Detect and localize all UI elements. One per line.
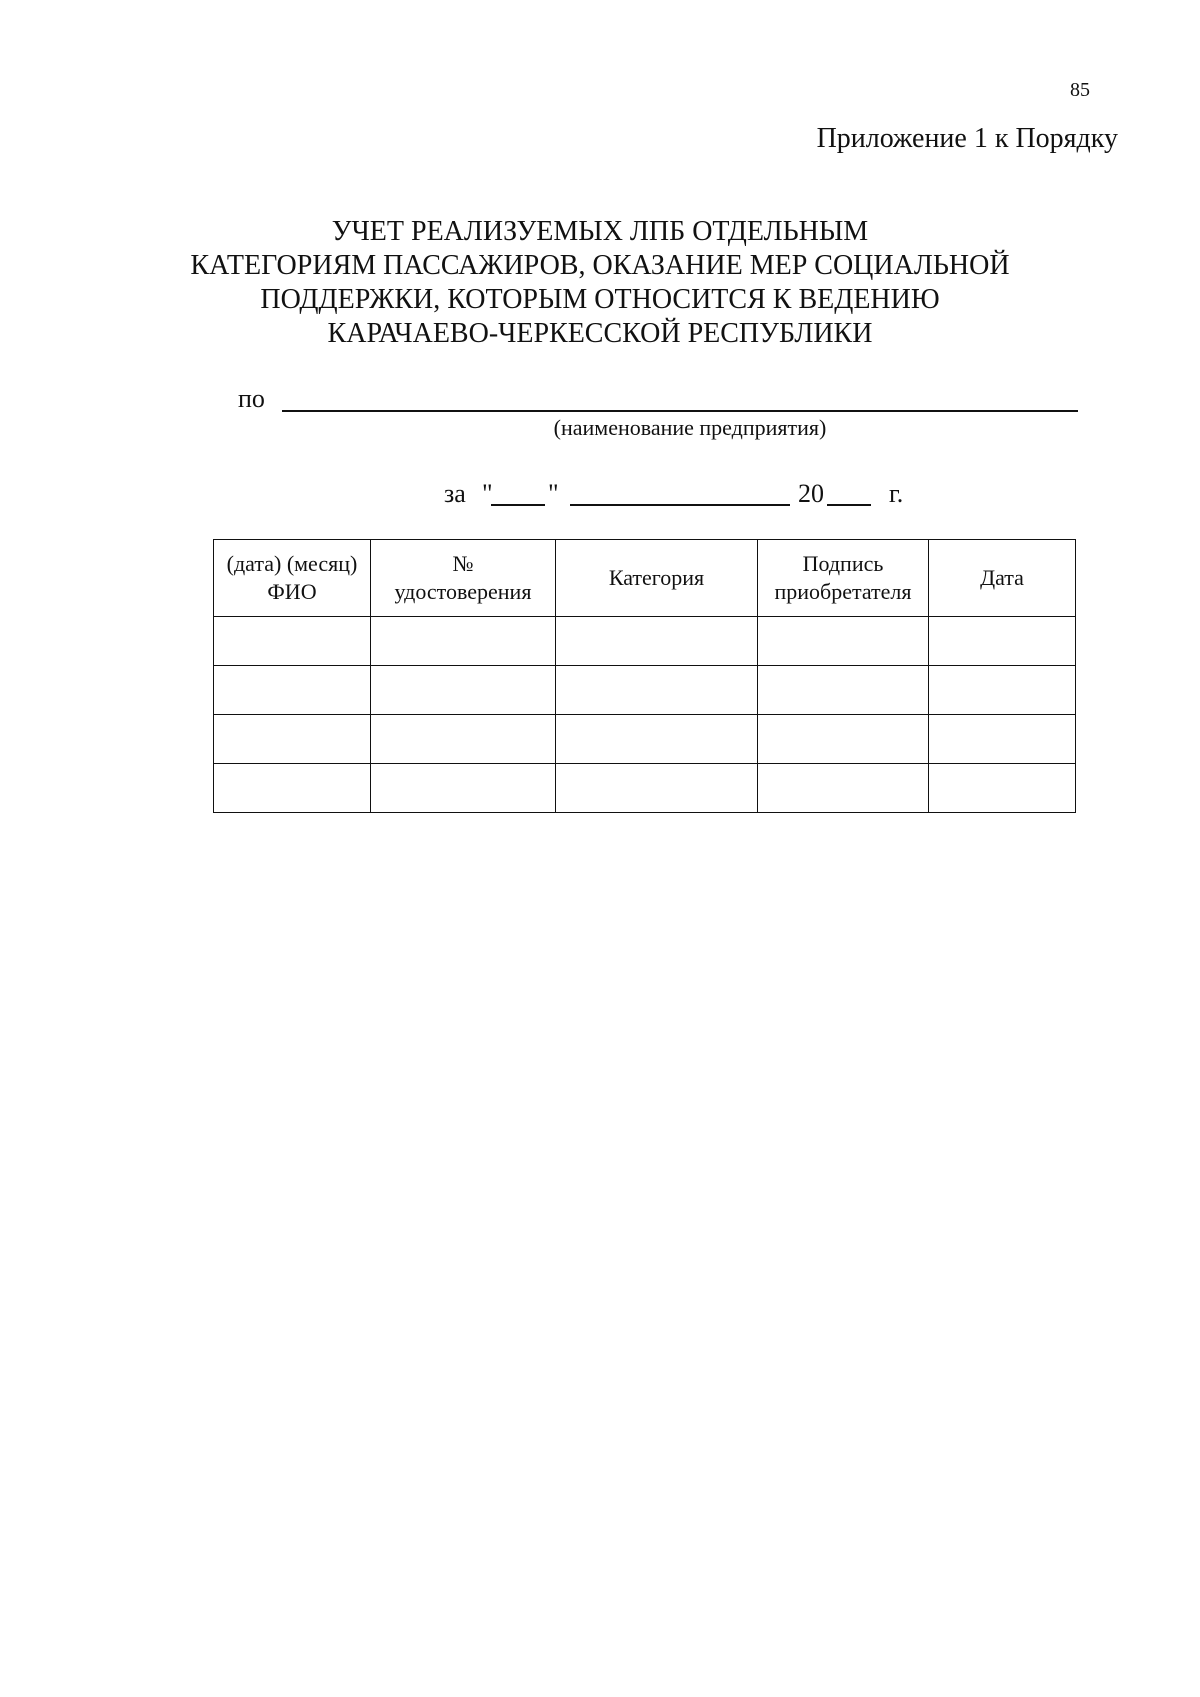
header-category (556, 540, 758, 617)
open-quote: " (482, 479, 493, 508)
table-cell[interactable] (758, 666, 929, 715)
table-cell[interactable] (929, 715, 1076, 764)
title-line: КАРАЧАЕВО-ЧЕРКЕССКОЙ РЕСПУБЛИКИ (327, 318, 873, 349)
table-cell[interactable] (214, 666, 371, 715)
header-signature-line-1: Подпись (802, 551, 884, 576)
table-cell[interactable] (214, 715, 371, 764)
enterprise-line (238, 382, 1078, 416)
title-line: КАТЕГОРИЯМ ПАССАЖИРОВ, ОКАЗАНИЕ МЕР СОЦИАЛЬНОЙ (190, 250, 1010, 281)
period-line (444, 477, 924, 513)
table-row (214, 715, 1076, 764)
year-prefix: 20 (798, 479, 824, 508)
header-certificate-line-2: удостоверения (394, 579, 532, 604)
month-blank (570, 504, 790, 506)
table-cell[interactable] (929, 666, 1076, 715)
enterprise-name-blank (282, 410, 1078, 412)
po-label: по (238, 384, 265, 413)
table-cell[interactable] (556, 764, 758, 813)
table-cell[interactable] (556, 617, 758, 666)
table-row (214, 764, 1076, 813)
header-fio (214, 540, 371, 617)
header-date (929, 540, 1076, 617)
day-blank (491, 504, 545, 506)
header-fio-line-2: ФИО (267, 579, 317, 604)
header-certificate-line-1: № (452, 551, 474, 576)
header-date-label: Дата (980, 565, 1024, 590)
table-cell[interactable] (214, 617, 371, 666)
table-row (214, 617, 1076, 666)
document-title (150, 215, 1050, 351)
table-row (214, 666, 1076, 715)
header-signature-line-2: приобретателя (774, 579, 912, 604)
enterprise-caption: (наименование предприятия) (553, 415, 827, 440)
table-cell[interactable] (371, 666, 556, 715)
appendix-label: Приложение 1 к Порядку (816, 123, 1118, 154)
header-certificate-number (371, 540, 556, 617)
period-prefix: за (444, 479, 466, 508)
accounting-table (213, 539, 1076, 813)
year-suffix: г. (889, 479, 904, 508)
table-cell[interactable] (929, 617, 1076, 666)
close-quote: " (548, 479, 559, 508)
page-number: 85 (1070, 79, 1090, 101)
title-line: УЧЕТ РЕАЛИЗУЕМЫХ ЛПБ ОТДЕЛЬНЫМ (331, 216, 869, 247)
table-cell[interactable] (556, 666, 758, 715)
table-cell[interactable] (556, 715, 758, 764)
table-cell[interactable] (371, 764, 556, 813)
table-cell[interactable] (758, 764, 929, 813)
title-line: ПОДДЕРЖКИ, КОТОРЫМ ОТНОСИТСЯ К ВЕДЕНИЮ (260, 284, 940, 315)
table-cell[interactable] (929, 764, 1076, 813)
table-cell[interactable] (214, 764, 371, 813)
table-cell[interactable] (758, 715, 929, 764)
header-category-label: Категория (608, 565, 705, 590)
table-header-row (214, 540, 1076, 617)
header-buyer-signature (758, 540, 929, 617)
table-cell[interactable] (371, 617, 556, 666)
year-blank (827, 504, 871, 506)
table-cell[interactable] (371, 715, 556, 764)
table-cell[interactable] (758, 617, 929, 666)
header-fio-line-1: (дата) (месяц) (226, 551, 358, 576)
